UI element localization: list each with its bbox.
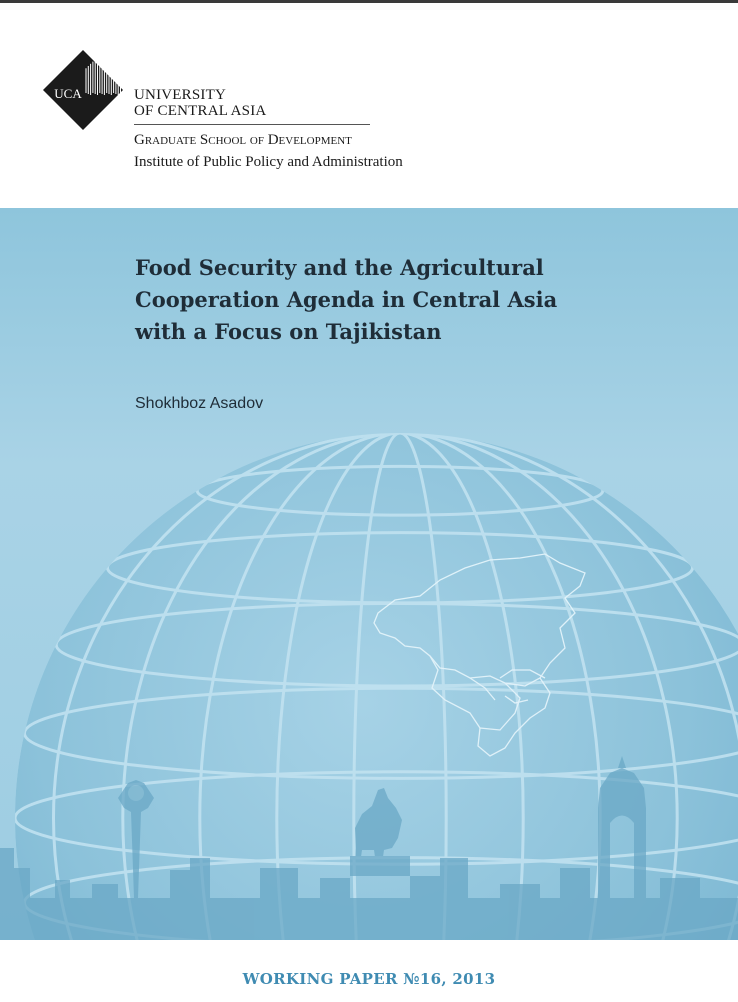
university-line-1: UNIVERSITY: [134, 87, 226, 103]
working-paper-label: WORKING PAPER №16, 2013: [242, 970, 496, 988]
university-name: [134, 87, 266, 119]
school-name: Graduate School of Development: [134, 132, 352, 148]
author-name: Shokhboz Asadov: [135, 395, 264, 412]
title-line-3: with a Focus on Tajikistan: [135, 319, 442, 344]
top-border: [0, 0, 738, 3]
logo-text: UCA: [54, 86, 82, 101]
title-line-1: Food Security and the Agricultural: [135, 255, 544, 280]
institute-name: Institute of Public Policy and Administration: [134, 154, 403, 170]
paper-title: [135, 252, 615, 348]
title-line-2: Cooperation Agenda in Central Asia: [135, 287, 558, 312]
uca-logo: [42, 49, 124, 131]
header-divider: [134, 124, 370, 125]
university-line-2: OF CENTRAL ASIA: [134, 103, 267, 119]
